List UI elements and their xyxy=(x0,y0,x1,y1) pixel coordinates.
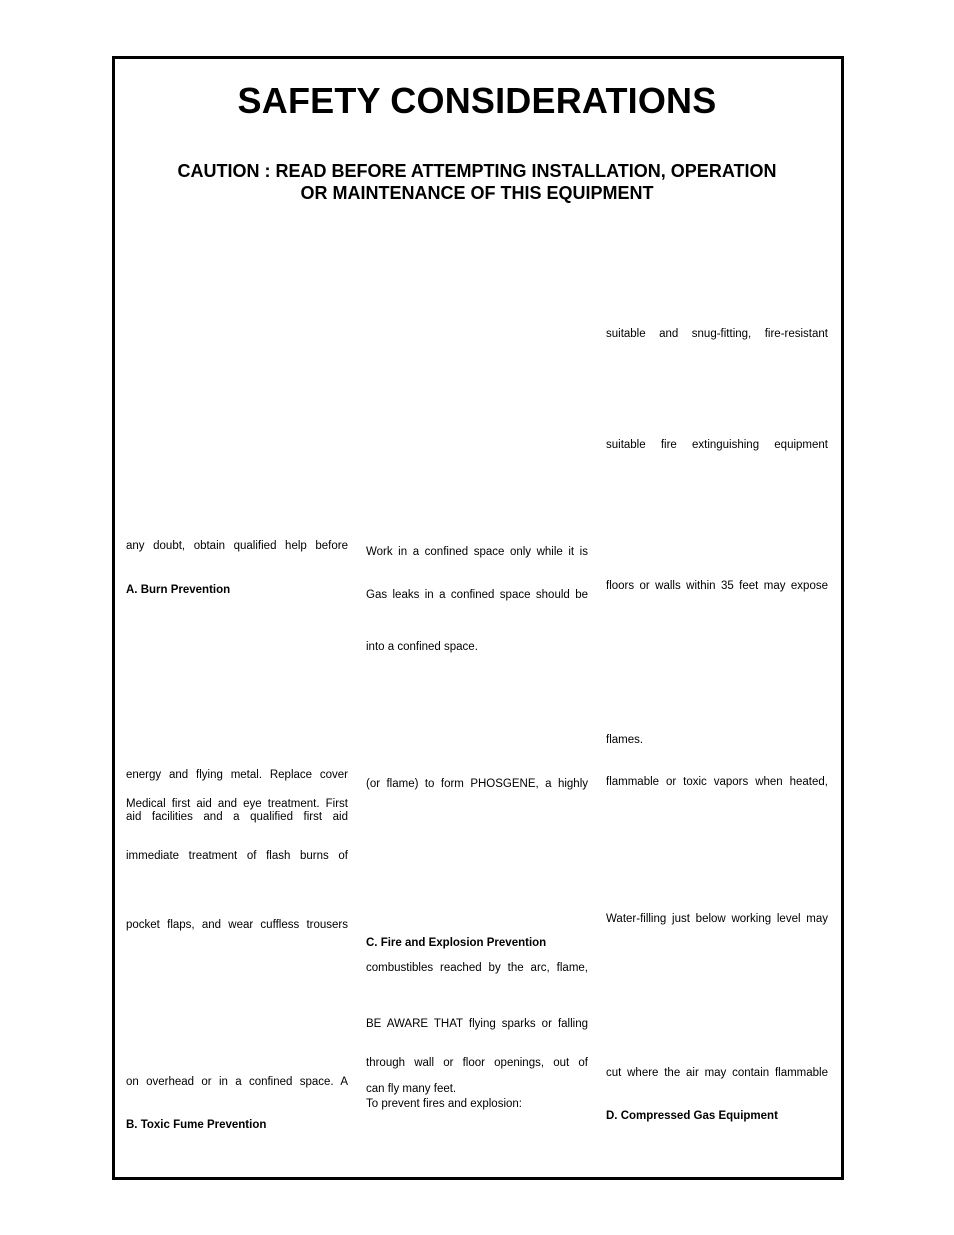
col1-text-line: immediate treatment of flash burns of xyxy=(126,850,348,862)
col3-text-line: suitable and snug-fitting, fire-resistant xyxy=(606,328,828,340)
caution-subtitle xyxy=(0,160,954,204)
col3-text-line: floors or walls within 35 feet may expose xyxy=(606,580,828,592)
col1-text-line: any doubt, obtain qualified help before xyxy=(126,540,348,552)
heading-fire-explosion-prevention: C. Fire and Explosion Prevention xyxy=(366,937,547,949)
col2-text-line: To prevent fires and explosion: xyxy=(366,1098,522,1110)
col1-text-line: pocket flaps, and wear cuffless trousers xyxy=(126,919,348,931)
heading-burn-prevention: A. Burn Prevention xyxy=(126,584,231,596)
col2-text-line: into a confined space. xyxy=(366,641,478,653)
col2-text-line: Gas leaks in a confined space should be xyxy=(366,589,588,601)
col2-text-line: can fly many feet. xyxy=(366,1083,457,1095)
col2-text-line: Work in a confined space only while it is xyxy=(366,546,588,558)
col1-text-line: on overhead or in a confined space. A xyxy=(126,1076,348,1088)
col3-text-line: flammable or toxic vapors when heated, xyxy=(606,776,828,788)
heading-compressed-gas-equipment: D. Compressed Gas Equipment xyxy=(606,1110,778,1122)
caution-line-2: OR MAINTENANCE OF THIS EQUIPMENT xyxy=(300,183,654,203)
col3-text-line: Water-filling just below working level may xyxy=(606,913,828,925)
col1-text-line: energy and flying metal. Replace cover xyxy=(126,769,348,781)
col3-text-line: cut where the air may contain flammable xyxy=(606,1067,828,1079)
page-border xyxy=(112,56,844,1180)
heading-toxic-fume-prevention: B. Toxic Fume Prevention xyxy=(126,1119,267,1131)
col1-text-line: Medical first aid and eye treatment. First xyxy=(126,798,348,810)
col2-text-line: (or flame) to form PHOSGENE, a highly xyxy=(366,778,588,790)
col3-text-line: suitable fire extinguishing equipment xyxy=(606,439,828,451)
col2-text-line: combustibles reached by the arc, flame, xyxy=(366,962,588,974)
col1-text-line: aid facilities and a qualified first aid xyxy=(126,811,348,823)
caution-line-1: CAUTION : READ BEFORE ATTEMPTING INSTALLATION, OPERATION xyxy=(177,161,777,181)
col3-text-line: flames. xyxy=(606,734,644,746)
page-title: SAFETY CONSIDERATIONS xyxy=(237,80,717,121)
col2-text-line: BE AWARE THAT flying sparks or falling xyxy=(366,1018,588,1030)
col2-text-line: through wall or floor openings, out of xyxy=(366,1057,588,1069)
